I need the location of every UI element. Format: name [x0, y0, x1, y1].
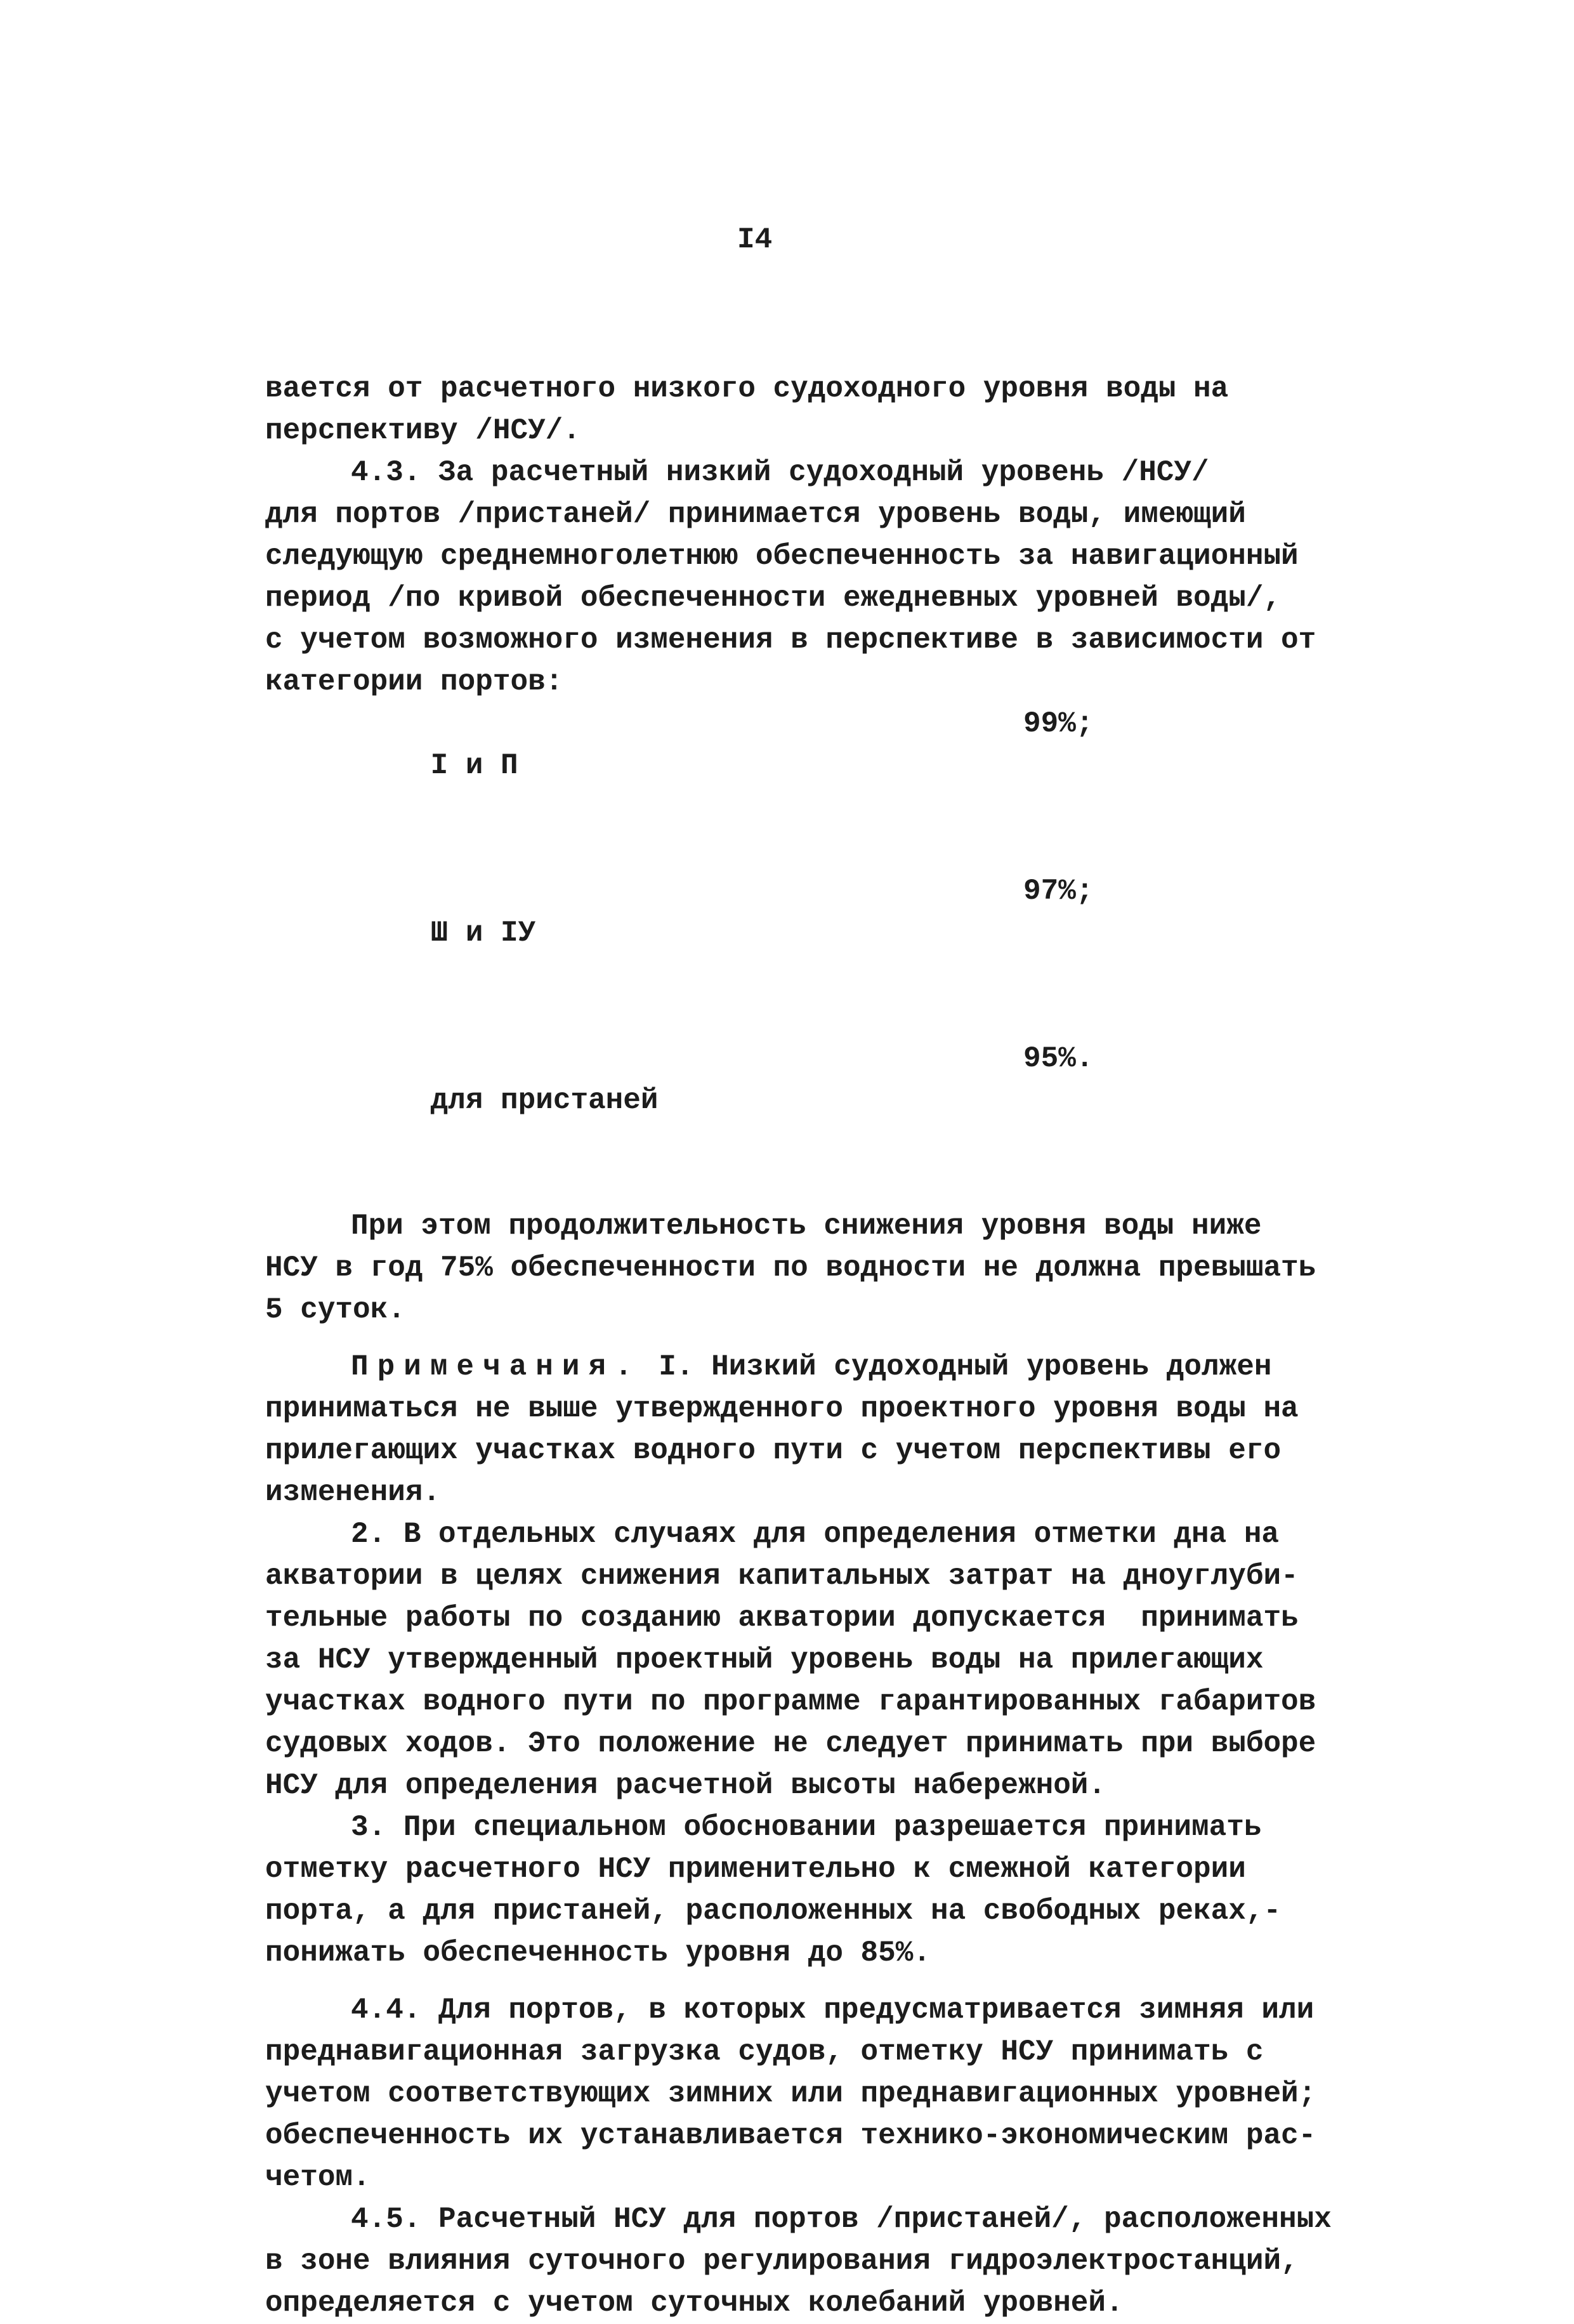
page-number: I4 [737, 223, 773, 256]
text-line: НСУ для определения расчетной высоты набережной. [265, 1769, 1106, 1802]
text-line: 4.5. Расчетный НСУ для портов /пристаней/, расположенных [351, 2203, 1332, 2236]
text-line: за НСУ утвержденный проектный уровень воды на прилегающих [265, 1643, 1264, 1676]
text-line: 3. При специальном обосновании разрешается принимать [351, 1811, 1262, 1844]
text-line: приниматься не выше утвержденного проектного уровня воды на [265, 1392, 1299, 1425]
category-value: 97%; [1023, 875, 1094, 908]
text-line: 5 суток. [265, 1293, 405, 1326]
category-row [265, 1038, 1344, 1205]
text-line: обеспеченность их устанавливается технико-экономическим рас- [265, 2119, 1316, 2152]
category-list [265, 703, 1344, 1205]
category-label: Ш и IУ [430, 917, 536, 950]
text-line: 4.4. Для портов, в которых предусматривается зимняя или [351, 1994, 1315, 2027]
paragraph-4-5 [265, 2198, 1344, 2324]
category-row [265, 870, 1344, 1038]
text-line: прилегающих участках водного пути с учетом перспективы его [265, 1434, 1282, 1467]
text-line: период /по кривой обеспеченности ежедневных уровней воды/, [265, 582, 1282, 615]
text-line: 4.3. За расчетный низкий судоходный уровень /НСУ/ [351, 456, 1209, 489]
text-line: учетом соответствующих зимних или преднавигационных уровней; [265, 2077, 1316, 2110]
paragraph-4-4 [265, 1989, 1344, 2198]
text-line: порта, а для пристаней, расположенных на свободных реках,- [265, 1895, 1282, 1928]
text-line: изменения. [265, 1476, 441, 1509]
text-line: для портов /пристаней/ принимается уровень воды, имеющий [265, 498, 1246, 531]
note-1-start: I. Низкий судоходный уровень должен [641, 1350, 1272, 1383]
paragraph-continuation [265, 368, 1344, 452]
text-line: перспективу /НСУ/. [265, 414, 580, 447]
text-line: четом. [265, 2161, 371, 2194]
text-line: определяется с учетом суточных колебаний уровней. [265, 2287, 1124, 2320]
category-value: 99%; [1023, 707, 1094, 740]
paragraph-4-3 [265, 452, 1344, 703]
category-label: для пристаней [430, 1084, 659, 1117]
text-line: 2. В отдельных случаях для определения отметки дна на [351, 1518, 1280, 1551]
text-line: преднавигационная загрузка судов, отметку НСУ принимать с [265, 2035, 1264, 2068]
text-line: с учетом возможного изменения в перспективе в зависимости от [265, 623, 1316, 656]
text-line: НСУ в год 75% обеспеченности по водности не должна превышать [265, 1251, 1316, 1284]
text-line: акватории в целях снижения капитальных затрат на дноуглуби- [265, 1560, 1299, 1593]
text-line: понижать обеспеченность уровня до 85%. [265, 1936, 931, 1969]
text-line: в зоне влияния суточного регулирования гидроэлектростанций, [265, 2245, 1299, 2278]
category-row [265, 703, 1344, 870]
text-line: вается от расчетного низкого судоходного уровня воды на [265, 372, 1229, 405]
category-label: I и П [430, 749, 518, 782]
category-value: 95%. [1023, 1042, 1094, 1075]
text-line: тельные работы по созданию акватории допускается принимать [265, 1602, 1299, 1635]
note-2 [265, 1513, 1344, 1806]
notes-heading: Примечания. [351, 1350, 641, 1383]
text-line: отметку расчетного НСУ применительно к смежной категории [265, 1853, 1246, 1886]
paragraph-duration [265, 1205, 1344, 1331]
text-line: При этом продолжительность снижения уровня воды ниже [351, 1210, 1262, 1243]
text-line [265, 1346, 1344, 1388]
document-body [265, 368, 1344, 2324]
note-3 [265, 1806, 1344, 1974]
text-line: участках водного пути по программе гарантированных габаритов [265, 1685, 1316, 1718]
note-1 [265, 1346, 1344, 1513]
text-line: категории портов: [265, 665, 563, 698]
text-line: следующую среднемноголетнюю обеспеченность за навигационный [265, 540, 1299, 573]
text-line: судовых ходов. Это положение не следует принимать при выборе [265, 1727, 1316, 1760]
